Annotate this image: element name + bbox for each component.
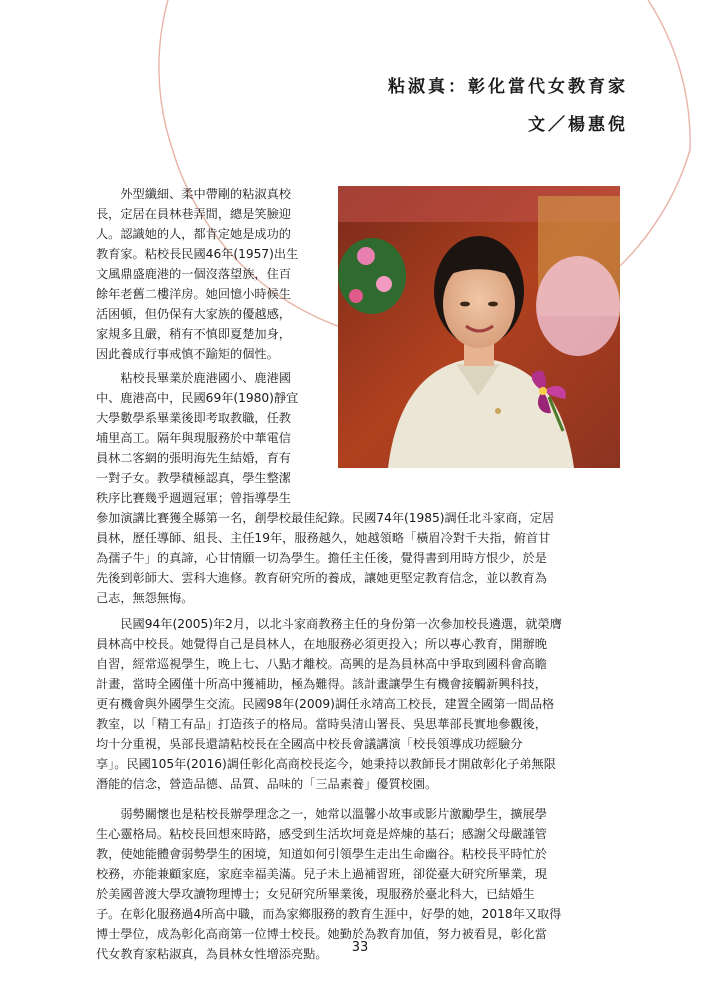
article-line: 外型纖細、柔中帶剛的粘淑真校	[96, 187, 291, 201]
article-line: 弱勢關懷也是粘校長辦學理念之一，她常以溫馨小故事或影片激勵學生，擴展學	[96, 807, 547, 821]
article-line: 中、鹿港高中，民國69年(1980)靜宜	[96, 391, 299, 405]
article-line: 員林，歷任導師、組長、主任19年，服務越久，她越領略「橫眉冷對千夫指，俯首甘	[96, 531, 551, 545]
portrait-photo	[338, 186, 620, 468]
article-line: 教育家。粘校長民國46年(1957)出生	[96, 247, 299, 261]
portrait-illustration	[338, 186, 620, 468]
article-line: 博士學位，成為彰化高商第一位博士校長。她勤於為教育加值，努力被看見，彰化當	[96, 927, 547, 941]
article-line: 文風鼎盛鹿港的一個沒落望族，住百	[96, 267, 291, 281]
article-line: 粘校長畢業於鹿港國小、鹿港國	[96, 371, 291, 385]
article-line: 埔里高工。隔年與現服務於中華電信	[96, 431, 291, 445]
article-line: 享」。民國105年(2016)調任彰化高商校長迄今，她秉持以教師長才開啟彰化子弟無限	[96, 757, 556, 771]
article-line: 因此養成行事戒慎不踰矩的個性。	[96, 347, 279, 361]
article-line: 潛能的信念，營造品德、品質、品味的「三品素養」優質校園。	[96, 777, 438, 791]
article-line: 生心靈格局。粘校長回想來時路，感受到生活坎坷竟是焠煉的基石；感謝父母嚴謹管	[96, 827, 547, 841]
article-line: 長，定居在員林巷弄間，總是笑臉迎	[96, 207, 291, 221]
article-line: 為孺子牛」的真諦，心甘情願一切為學生。擔任主任後，覺得書到用時方恨少，於是	[96, 551, 547, 565]
author-byline: 文／楊惠倪	[528, 115, 628, 135]
article-line: 活困頓，但仍保有大家族的優越感，	[96, 307, 291, 321]
article-line: 先後到彰師大、雲科大進修。教育研究所的養成，讓她更堅定教育信念，並以教育為	[96, 571, 547, 585]
article-line: 均十分重視，吳部長還請粘校長在全國高中校長會議講演「校長領導成功經驗分	[96, 737, 523, 751]
article-line: 教室，以「精工有品」打造孩子的格局。當時吳清山署長、吳思華部長實地參觀後，	[96, 717, 547, 731]
article-line: 自習，經常巡視學生，晚上七、八點才離校。高興的是為員林高中爭取到國科會高瞻	[96, 657, 547, 671]
article-line: 更有機會與外國學生交流。民國98年(2009)調任永靖高工校長，建置全國第一間品格	[96, 697, 555, 711]
article-line: 餘年老舊二樓洋房。她回憶小時候生	[96, 287, 291, 301]
page-number: 33	[351, 940, 369, 955]
article-line: 於美國普渡大學攻讀物理博士；女兒研究所畢業後，現服務於臺北科大，已結婚生	[96, 887, 535, 901]
article-line: 一對子女。教學積極認真，學生整潔	[96, 471, 291, 485]
article-line: 秩序比賽幾乎週週冠軍；曾指導學生	[96, 491, 291, 505]
article-line: 校務，亦能兼顧家庭，家庭幸福美滿。兒子未上過補習班，卻從臺大研究所畢業，現	[96, 867, 547, 881]
article-line: 家規多且嚴，稍有不慎即夏楚加身，	[96, 327, 291, 341]
article-line: 員林高中校長。她覺得自己是員林人，在地服務必須更投入；所以專心教育，開辦晚	[96, 637, 547, 651]
article-line: 大學數學系畢業後即考取教職，任教	[96, 411, 291, 425]
article-line: 員林二客網的張明海先生結婚，育有	[96, 451, 291, 465]
article-line: 計畫，當時全國僅十所高中獲補助，極為難得。該計畫讓學生有機會接觸新興科技，	[96, 677, 547, 691]
article-line: 己志，無怨無悔。	[96, 591, 194, 605]
article-line: 人。認識她的人，都肯定她是成功的	[96, 227, 291, 241]
article-line: 教，使她能體會弱勢學生的困境，知道如何引領學生走出生命幽谷。粘校長平時忙於	[96, 847, 547, 861]
article-title: 粘淑真：彰化當代女教育家	[388, 77, 628, 97]
article-line: 民國94年(2005)年2月，以北斗家商教務主任的身份第一次參加校長遴選，就榮膺	[96, 617, 562, 631]
article-line: 代女教育家粘淑真，為員林女性增添亮點。	[96, 947, 328, 961]
article-line: 子。在彰化服務過4所高中職，而為家鄉服務的教育生涯中，好學的她，2018年又取得	[96, 907, 562, 921]
article-line: 參加演講比賽獲全縣第一名，創學校最佳紀錄。民國74年(1985)調任北斗家商，定居	[96, 511, 555, 525]
